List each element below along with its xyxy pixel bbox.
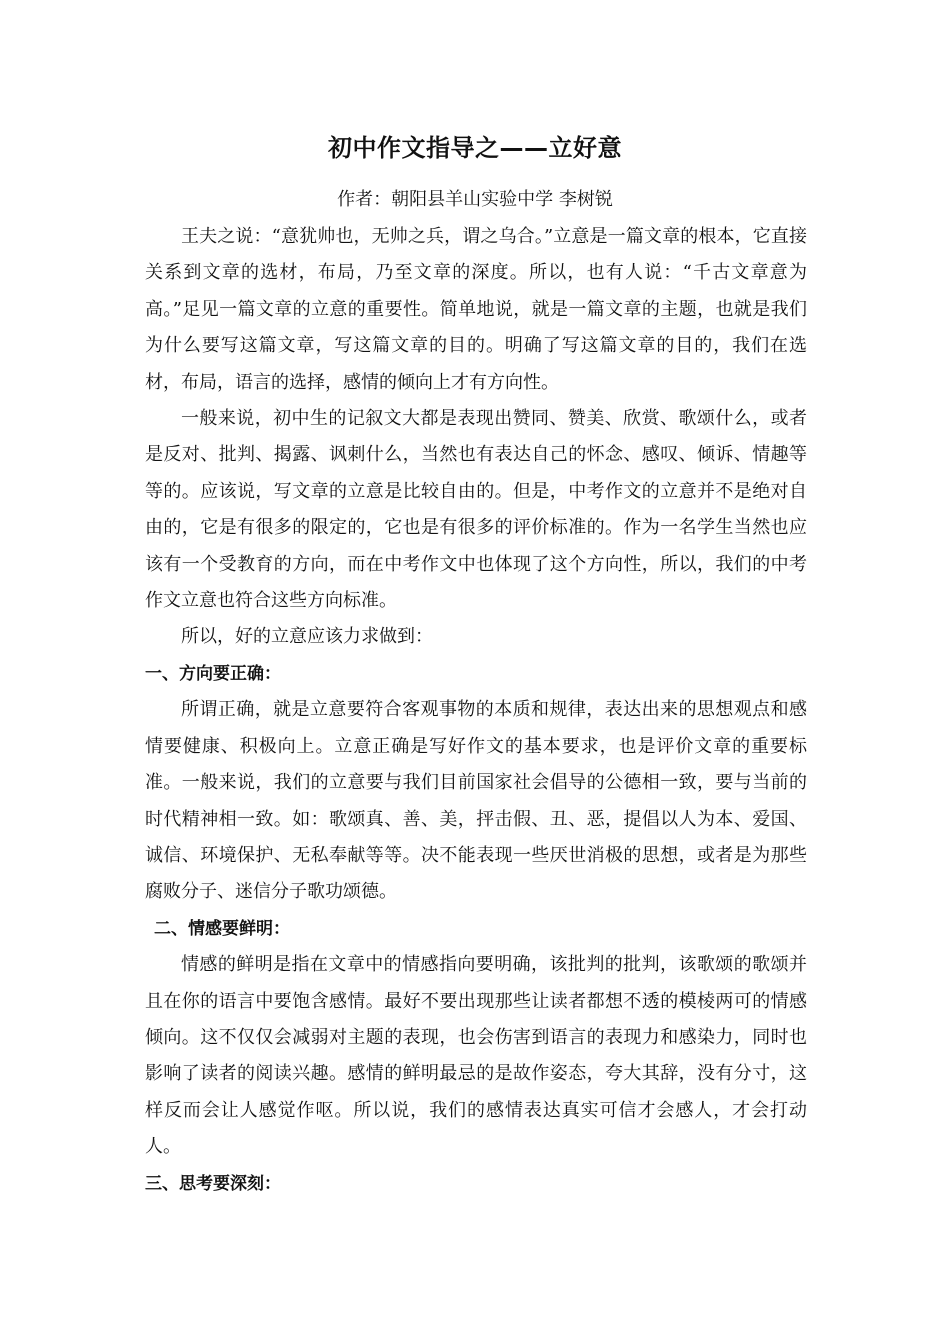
section-heading-emotion: 二、情感要鲜明： — [154, 918, 290, 939]
section-heading-thinking: 三、思考要深刻： — [145, 1173, 281, 1194]
paragraph-lead-in: 所以，好的立意应该力求做到： — [181, 626, 433, 648]
section-heading-direction: 一、方向要正确： — [145, 663, 281, 684]
paragraph-intro: 王夫之说：“意犹帅也，无帅之兵，谓之乌合。”立意是一篇文章的根本，它直接关系到文章的选材，布局，乃至文章的深度。所以，也有人说：“千古文章意为高。”足见一篇文章的立意的重要性。简单地说，就是一篇文章的主题，也就是我们为什么要写这篇文章，写这篇文章的目的。明确了写这篇文章的目的，我们在选材，布局，语言的选择，感情的倾向上才有方向性。 — [145, 226, 807, 393]
paragraph-general: 一般来说，初中生的记叙文大都是表现出赞同、赞美、欣赏、歌颂什么，或者是反对、批判、揭露、讽刺什么，当然也有表达自己的怀念、感叹、倾诉、情趣等等的。应该说，写文章的立意是比较自由的。但是，中考作文的立意并不是绝对自由的，它是有很多的限定的，它也是有很多的评价标准的。作为一名学生当然也应该有一个受教育的方向，而在中考作文中也体现了这个方向性，所以，我们的中考作文立意也符合这些方向标准。 — [145, 408, 807, 612]
author-line: 作者：朝阳县羊山实验中学 李树锐 — [337, 189, 613, 210]
section-text-emotion: 情感的鲜明是指在文章中的情感指向要明确，该批判的批判，该歌颂的歌颂并且在你的语言中要饱含感情。最好不要出现那些让读者都想不透的模棱两可的情感倾向。这不仅仅会减弱对主题的表现，也会伤害到语言的表现力和感染力，同时也影响了读者的阅读兴趣。感情的鲜明最忌的是故作姿态，夸大其辞，没有分寸，这样反而会让人感觉作呕。所以说，我们的感情表达真实可信才会感人，才会打动人。 — [145, 954, 807, 1158]
section-text-direction: 所谓正确，就是立意要符合客观事物的本质和规律，表达出来的思想观点和感情要健康、积极向上。立意正确是写好作文的基本要求，也是评价文章的重要标准。一般来说，我们的立意要与我们目前国家社会倡导的公德相一致，要与当前的时代精神相一致。如：歌颂真、善、美，抨击假、丑、恶，提倡以人为本、爱国、诚信、环境保护、无私奉献等等。决不能表现一些厌世消极的思想，或者是为那些腐败分子、迷信分子歌功颂德。 — [145, 699, 807, 903]
document-title: 初中作文指导之——立好意 — [328, 134, 622, 162]
document-body — [145, 219, 807, 1202]
